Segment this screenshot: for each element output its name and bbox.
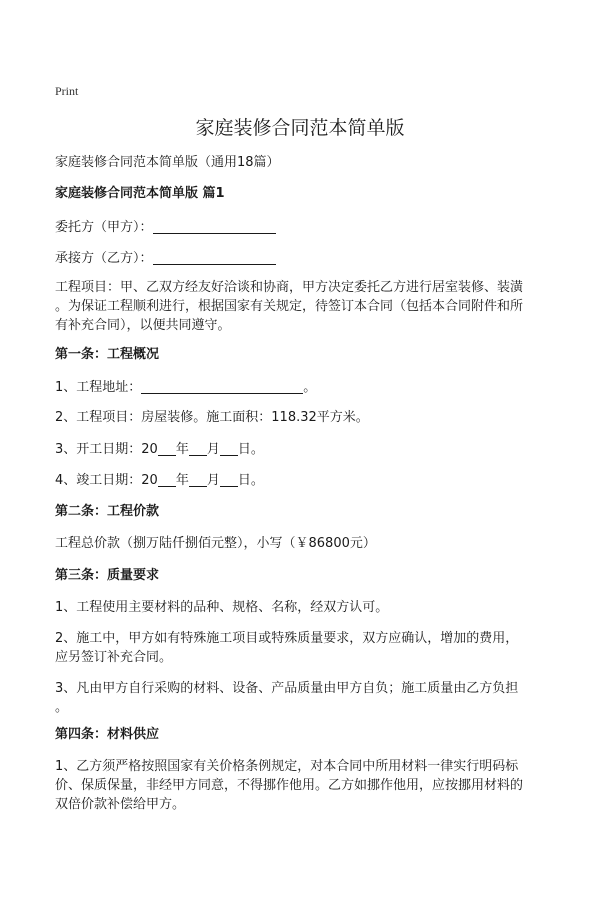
year-text: 年 [175, 442, 189, 457]
material-item-1 [55, 757, 555, 814]
article3-heading: 第三条：质量要求 [55, 568, 160, 583]
material-item-1-line: 双倍价款补偿给甲方。 [55, 797, 186, 812]
quality-item-2 [55, 629, 555, 667]
address-field [55, 380, 316, 394]
end-year-blank [158, 473, 176, 487]
day-text: 日。 [237, 473, 264, 488]
address-blank [141, 380, 303, 394]
article1-heading: 第一条：工程概况 [55, 347, 160, 362]
article4-heading: 第四条：材料供应 [55, 727, 160, 742]
start-day-blank [220, 442, 238, 456]
project-line: 2、工程项目：房屋装修。施工面积：118.32平方米。 [55, 410, 369, 425]
contractor-label: 承接方（乙方）： [55, 251, 153, 266]
price-line: 工程总价款（捌万陆仟捌佰元整），小写（￥86800元） [55, 536, 376, 551]
material-item-1-line: 价、保质保量，非经甲方同意，不得挪作他用。乙方如挪作他用，应按挪用材料的 [55, 778, 524, 793]
end-date-field [55, 473, 264, 487]
document-subtitle: 家庭装修合同范本简单版（通用18篇） [55, 155, 280, 170]
intro-line: 有补充合同），以便共同遵守。 [55, 318, 231, 333]
quality-item-2-line: 2、施工中，甲方如有特殊施工项目或特殊质量要求，双方应确认，增加的费用， [55, 631, 519, 646]
contractor-blank [153, 251, 276, 265]
section-title: 家庭装修合同范本简单版 篇1 [55, 186, 225, 201]
end-date-label: 4、竣工日期：20 [55, 473, 158, 488]
document-title: 家庭装修合同范本简单版 [195, 117, 405, 139]
client-field [55, 220, 276, 234]
start-year-blank [158, 442, 176, 456]
month-text: 月 [206, 473, 220, 488]
end-day-blank [220, 473, 238, 487]
quality-item-3 [55, 679, 555, 717]
article2-heading: 第二条：工程价款 [55, 504, 160, 519]
quality-item-1: 1、工程使用主要材料的品种、规格、名称，经双方认可。 [55, 600, 389, 615]
start-date-field [55, 442, 264, 456]
client-label: 委托方（甲方）： [55, 220, 153, 235]
intro-paragraph [55, 278, 555, 335]
year-text: 年 [175, 473, 189, 488]
intro-line: 工程项目：甲、乙双方经友好洽谈和协商，甲方决定委托乙方进行居室装修、装潢 [55, 280, 524, 295]
start-month-blank [189, 442, 207, 456]
contractor-field [55, 251, 276, 265]
quality-item-3-line: 3、凡由甲方自行采购的材料、设备、产品质量由甲方自负；施工质量由乙方负担 [55, 681, 519, 696]
start-date-label: 3、开工日期：20 [55, 442, 158, 457]
quality-item-3-line: 。 [55, 700, 69, 715]
quality-item-2-line: 应另签订补充合同。 [55, 650, 173, 665]
end-month-blank [189, 473, 207, 487]
month-text: 月 [206, 442, 220, 457]
address-end: 。 [303, 380, 317, 395]
address-label: 1、工程地址： [55, 380, 142, 395]
client-blank [153, 220, 276, 234]
intro-line: 。为保证工程顺利进行，根据国家有关规定，待签订本合同（包括本合同附件和所 [55, 299, 524, 314]
material-item-1-line: 1、乙方须严格按照国家有关价格条例规定，对本合同中所用材料一律实行明码标 [55, 759, 519, 774]
print-link[interactable]: Print [55, 84, 79, 98]
day-text: 日。 [237, 442, 264, 457]
